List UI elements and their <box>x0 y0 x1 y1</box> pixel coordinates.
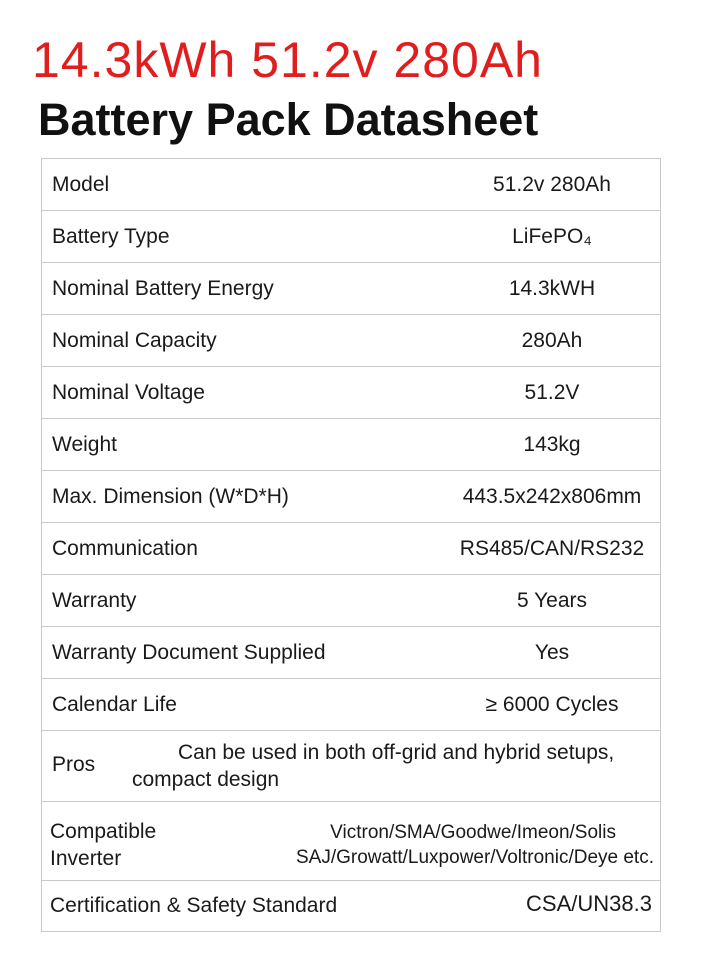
spec-row-voltage <box>42 367 661 419</box>
pros-label: Pros <box>52 753 96 776</box>
spec-row-warranty <box>42 575 661 627</box>
spec-value: LiFePO₄ <box>372 211 661 263</box>
pros-value: Can be used in both off-grid and hybrid setups, compact design <box>132 741 615 791</box>
spec-row-warranty-document <box>42 627 661 679</box>
inverter-value <box>296 820 654 870</box>
title-capacity: 14.3kWh 51.2v 280Ah <box>32 32 543 88</box>
spec-row-capacity <box>42 315 661 367</box>
spec-value: Yes <box>372 627 661 679</box>
spec-row-calendar-life <box>42 679 661 731</box>
spec-value: 280Ah <box>372 315 661 367</box>
spec-label: Warranty <box>42 575 373 627</box>
spec-label: Battery Type <box>42 211 373 263</box>
spec-row-weight <box>42 419 661 471</box>
spec-label: Max. Dimension (W*D*H) <box>42 471 373 523</box>
inverter-cell <box>42 802 661 881</box>
spec-row-inverter <box>42 802 661 881</box>
spec-value: 143kg <box>372 419 661 471</box>
spec-row-dimension <box>42 471 661 523</box>
spec-value: 443.5x242x806mm <box>372 471 661 523</box>
spec-row-model <box>42 159 661 211</box>
spec-row-battery-type <box>42 211 661 263</box>
spec-value: 5 Years <box>372 575 661 627</box>
spec-label: Model <box>42 159 373 211</box>
spec-label: Communication <box>42 523 373 575</box>
certification-label: Certification & Safety Standard <box>50 894 338 917</box>
certification-value: CSA/UN38.3 <box>526 891 652 916</box>
spec-label: Nominal Capacity <box>42 315 373 367</box>
spec-value: 51.2V <box>372 367 661 419</box>
spec-row-pros <box>42 731 661 802</box>
spec-row-communication <box>42 523 661 575</box>
certification-cell <box>42 881 661 932</box>
spec-row-energy <box>42 263 661 315</box>
spec-label: Calendar Life <box>42 679 373 731</box>
title-datasheet: Battery Pack Datasheet <box>38 94 539 145</box>
spec-label: Warranty Document Supplied <box>42 627 373 679</box>
inverter-value-line-2: SAJ/Growatt/Luxpower/Voltronic/Deye etc. <box>296 847 654 868</box>
spec-value: RS485/CAN/RS232 <box>372 523 661 575</box>
spec-label: Nominal Battery Energy <box>42 263 373 315</box>
spec-value: 14.3kWH <box>372 263 661 315</box>
spec-table <box>41 158 661 932</box>
inverter-value-line-1: Victron/SMA/Goodwe/Imeon/Solis <box>330 822 616 843</box>
pros-cell <box>42 731 661 802</box>
spec-label: Weight <box>42 419 373 471</box>
spec-value: 51.2v 280Ah <box>372 159 661 211</box>
spec-row-certification <box>42 881 661 932</box>
spec-value: ≥ 6000 Cycles <box>372 679 661 731</box>
spec-label: Nominal Voltage <box>42 367 373 419</box>
inverter-label: Compatible Inverter <box>50 820 157 870</box>
